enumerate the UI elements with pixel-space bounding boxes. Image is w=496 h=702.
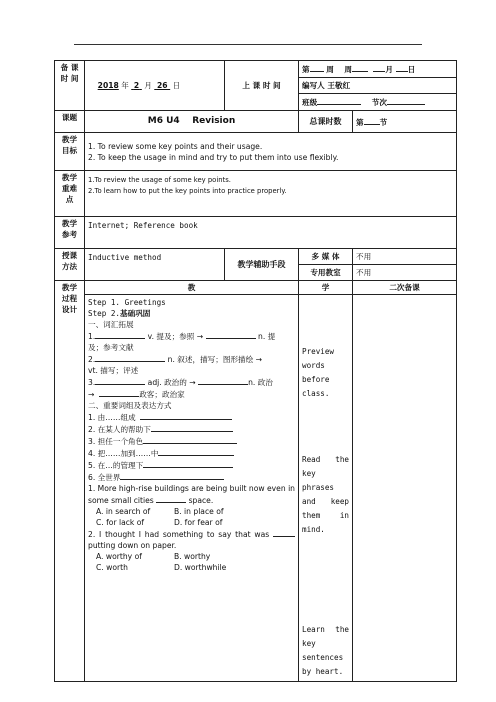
multimedia-value: 不用 <box>353 249 457 265</box>
multimedia-label: 多 媒 体 <box>299 249 353 265</box>
goals-label: 教学 目标 <box>55 133 85 171</box>
vocab-3-cont: → 政客；政治家 <box>88 390 185 399</box>
phrase-6: 6. 全世界 <box>88 471 295 483</box>
references-label: 教学 参考 <box>55 217 85 249</box>
total-lessons-label: 总课时数 <box>299 111 353 133</box>
teach-content <box>85 295 299 682</box>
prep-date: 2018 年 2 月 26 日 <box>85 61 225 111</box>
phrase-5: 5. 在…的管理下 <box>88 459 295 471</box>
col-teach: 教 <box>85 281 299 295</box>
question-2-options-a: A. worthy of B. worthy <box>96 552 211 561</box>
vocab-2: 2. n. 叙述，描写；图形描绘 → <box>88 355 263 364</box>
keypoints-label: 教学 重难 点 <box>55 171 85 217</box>
vocab-1-cont: 及；参考文献 <box>88 343 134 352</box>
teaching-aids-label: 教学辅助手段 <box>225 249 299 281</box>
phrase-3: 3. 担任一个角色 <box>88 435 295 447</box>
class-time-label: 上 课 时 间 <box>225 61 299 111</box>
methods-content: Inductive method <box>85 249 225 281</box>
class-period: 班级 节次 <box>299 94 456 110</box>
vocab-1: 1. v. 提及；参照 → n. 提 <box>88 332 276 341</box>
methods-label: 授课 方法 <box>55 249 85 281</box>
topic-label: 课题 <box>55 111 85 133</box>
step-2: Step 2.基础巩固 <box>88 309 151 318</box>
week-line: 第 周 周 月 日 <box>299 61 456 78</box>
class-time-info <box>299 61 457 111</box>
section-vocab: 一、词汇拓展 <box>88 320 134 329</box>
keypoint-item: 1.To review the usage of some key points. <box>88 176 231 184</box>
vocab-2-cont: vt. 描写；评述 <box>88 366 139 375</box>
special-room-value: 不用 <box>353 265 457 281</box>
learn-item: Learn the key sentences by heart. <box>302 625 349 676</box>
question-1: 1. More high-rise buildings are being built now even in some small cities space. <box>88 484 295 505</box>
learn-item: Preview words before class. <box>302 347 335 398</box>
phrase-1: 1. 由……组成 <box>88 411 295 423</box>
keypoints-content <box>85 171 457 217</box>
phrase-2: 2. 在某人的帮助下 <box>88 423 295 435</box>
prep-time-label: 备 课 时 间 <box>55 61 85 111</box>
header-rule <box>74 44 422 45</box>
phrase-4: 4. 把……加到……中 <box>88 447 295 459</box>
learn-item: Read the key phrases and keep them in mind. <box>302 455 349 534</box>
question-2: 2. I thought I had something to say that was putting down on paper. <box>88 528 295 551</box>
lesson-section: 第 节 <box>353 111 457 133</box>
learn-content <box>299 295 353 682</box>
special-room-label: 专用教室 <box>299 265 353 281</box>
keypoint-item: 2.To learn how to put the key points into practice properly. <box>88 187 287 195</box>
col-learn: 学 <box>299 281 353 295</box>
references-content: Internet; Reference book <box>85 217 457 249</box>
col-second-prep: 二次备课 <box>353 281 457 295</box>
goal-item: 1. To review some key points and their usage. <box>88 141 263 151</box>
step-1: Step 1. Greetings <box>88 298 166 307</box>
question-1-options-b: C. for lack of D. for fear of <box>96 518 223 527</box>
section-phrases: 二、重要词组及表达方式 <box>88 401 172 410</box>
goal-item: 2. To keep the usage in mind and try to put them into use flexibly. <box>88 152 339 162</box>
vocab-3: 3. adj. 政治的 → n. 政治 <box>88 378 273 387</box>
goals-content <box>85 133 457 171</box>
lesson-plan-table <box>54 60 457 682</box>
question-1-options-a: A. in search of B. in place of <box>96 507 224 516</box>
topic-title: M6 U4 Revision <box>85 111 299 133</box>
process-label: 教学 过程 设计 <box>55 281 85 682</box>
author: 编写人 王敬红 <box>299 78 456 94</box>
second-prep-content <box>353 295 457 682</box>
question-2-options-b: C. worth D. worthwhile <box>96 563 227 572</box>
